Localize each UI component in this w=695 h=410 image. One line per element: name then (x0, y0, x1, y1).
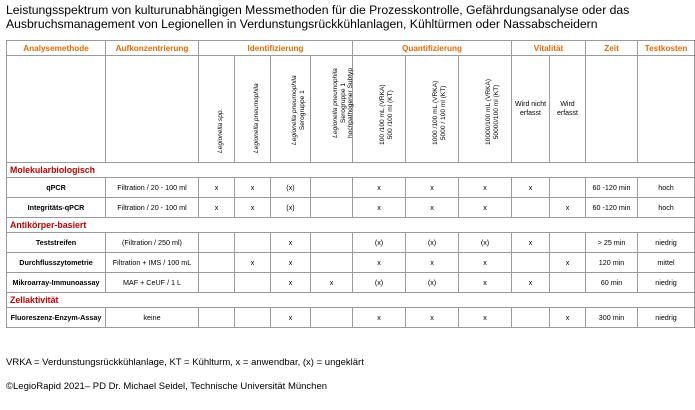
value-cell: x (271, 308, 311, 328)
time-cell: 300 min (586, 308, 638, 328)
value-cell: (x) (271, 178, 311, 198)
table-row (7, 253, 695, 273)
value-cell (199, 273, 235, 293)
subheader-quant-10000: 10000/100 mL (VRKA) 50000/100 ml (KT) (459, 56, 512, 163)
subheader-vitality-not: Wird nicht erfasst (512, 56, 550, 163)
header-identification: Identifizierung (199, 41, 353, 56)
category-antibody: Antikörper-basiert (7, 218, 695, 233)
concentration-cell: MAF + CeUF / 1 L (106, 273, 199, 293)
time-cell: 60 min (586, 273, 638, 293)
value-cell: x (353, 178, 406, 198)
value-cell: x (235, 178, 271, 198)
cost-cell: niedrig (638, 233, 695, 253)
time-cell: > 25 min (586, 233, 638, 253)
value-cell: x (406, 198, 459, 218)
value-cell (311, 198, 353, 218)
subheader-quant-1000: 1000 /100 mL (VRKA) 5000 / 100 ml (KT) (406, 56, 459, 163)
subheader-serogroup1: Legionella pneumophila Serogruppe 1 (271, 56, 311, 163)
value-cell: x (512, 178, 550, 198)
header-time: Zeit (586, 41, 638, 56)
time-cell: 120 min (586, 253, 638, 273)
concentration-cell: (Filtration / 250 ml) (106, 233, 199, 253)
value-cell (512, 253, 550, 273)
value-cell: x (406, 178, 459, 198)
value-cell (550, 233, 586, 253)
value-cell: x (550, 198, 586, 218)
method-durchflusszytometrie: Durchflusszytometrie (7, 253, 106, 273)
document-title: Leistungsspektrum von kulturunabhängigen Messmethoden für die Prozesskontrolle, Gefährdungsanalyse oder das Ausbruchsmanagement von Legionellen in Verdunstungsrückkühlanlagen, Kühltürmen oder Nassabscheidern (6, 3, 630, 31)
category-molecular: Molekularbiologisch (7, 163, 695, 178)
value-cell (199, 253, 235, 273)
value-cell (311, 253, 353, 273)
cost-cell: niedrig (638, 308, 695, 328)
value-cell: x (199, 178, 235, 198)
value-cell (235, 308, 271, 328)
value-cell: (x) (271, 198, 311, 218)
subheader-row (7, 56, 695, 163)
value-cell: x (406, 308, 459, 328)
value-cell: (x) (406, 233, 459, 253)
value-cell: (x) (459, 233, 512, 253)
value-cell: x (550, 253, 586, 273)
method-table (6, 40, 695, 328)
method-teststreifen: Teststreifen (7, 233, 106, 253)
header-quantification: Quantifizierung (353, 41, 512, 56)
category-row (7, 293, 695, 308)
value-cell (550, 273, 586, 293)
cost-cell: niedrig (638, 273, 695, 293)
category-row (7, 163, 695, 178)
subheader-quant-100: 100 /100 mL (VRKA) 500 /100 ml (KT) (353, 56, 406, 163)
table-row (7, 198, 695, 218)
subheader-subtype: Legionella pneumophila Serogruppe 1 hochpathogener Subtyp (311, 56, 353, 163)
value-cell: x (353, 198, 406, 218)
table-row (7, 233, 695, 253)
method-mikroarray: Mikroarray-Immunoassay (7, 273, 106, 293)
value-cell (512, 308, 550, 328)
value-cell: x (235, 253, 271, 273)
value-cell: x (550, 308, 586, 328)
time-cell: 60 -120 min (586, 198, 638, 218)
cost-cell: hoch (638, 178, 695, 198)
concentration-cell: keine (106, 308, 199, 328)
table-row (7, 308, 695, 328)
value-cell (311, 233, 353, 253)
value-cell (512, 198, 550, 218)
value-cell: (x) (353, 273, 406, 293)
value-cell: x (459, 253, 512, 273)
category-cell-activity: Zellaktivität (7, 293, 695, 308)
subheader-pneumophila: Legionella pneumophila (235, 56, 271, 163)
value-cell: x (271, 253, 311, 273)
value-cell: x (271, 233, 311, 253)
value-cell: x (459, 178, 512, 198)
value-cell: (x) (353, 233, 406, 253)
method-fluoreszenz: Fluoreszenz-Enzym-Assay (7, 308, 106, 328)
value-cell (311, 178, 353, 198)
header-row (7, 41, 695, 56)
subheader-vitality-yes: Wird erfasst (550, 56, 586, 163)
copyright-text: ©LegioRapid 2021– PD Dr. Michael Seidel, Technische Universität München (6, 381, 328, 392)
value-cell: (x) (406, 273, 459, 293)
value-cell: x (199, 198, 235, 218)
cost-cell: hoch (638, 198, 695, 218)
value-cell (311, 308, 353, 328)
subheader-legionella-spp: Legionella spp. (199, 56, 235, 163)
value-cell (199, 233, 235, 253)
table-row (7, 178, 695, 198)
concentration-cell: Filtration + IMS / 100 mL (106, 253, 199, 273)
value-cell (235, 273, 271, 293)
value-cell: x (271, 273, 311, 293)
value-cell (235, 233, 271, 253)
concentration-cell: Filtration / 20 - 100 ml (106, 178, 199, 198)
value-cell: x (311, 273, 353, 293)
value-cell: x (406, 253, 459, 273)
value-cell (199, 308, 235, 328)
value-cell: x (353, 308, 406, 328)
method-qpcr: qPCR (7, 178, 106, 198)
cost-cell: mittel (638, 253, 695, 273)
method-integritaets-qpcr: Integritäts-qPCR (7, 198, 106, 218)
value-cell (550, 178, 586, 198)
value-cell: x (353, 253, 406, 273)
header-concentration: Aufkonzentrierung (106, 41, 199, 56)
header-method: Analysemethode (7, 41, 106, 56)
value-cell: x (512, 273, 550, 293)
value-cell: x (512, 233, 550, 253)
header-cost: Testkosten (638, 41, 695, 56)
value-cell: x (235, 198, 271, 218)
concentration-cell: Filtration / 20 - 100 ml (106, 198, 199, 218)
category-row (7, 218, 695, 233)
time-cell: 60 -120 min (586, 178, 638, 198)
value-cell: x (459, 198, 512, 218)
value-cell: x (459, 273, 512, 293)
table-row (7, 273, 695, 293)
header-vitality: Vitalität (512, 41, 586, 56)
legend-text: VRKA = Verdunstungsrückkühlanlage, KT = Kühlturm, x = anwendbar, (x) = ungeklärt (6, 357, 364, 368)
value-cell: x (459, 308, 512, 328)
